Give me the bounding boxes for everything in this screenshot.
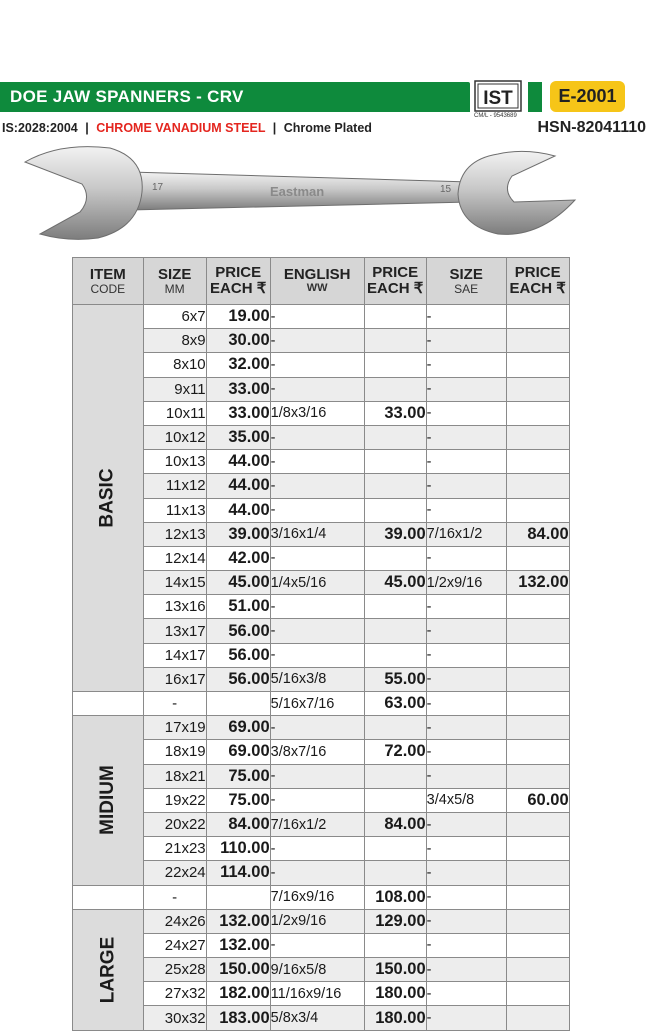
price-cell: 44.00 <box>206 474 270 498</box>
isi-certification-logo <box>474 80 522 112</box>
english-price-cell <box>364 377 426 401</box>
sae-price-cell <box>506 692 569 716</box>
price-cell: 33.00 <box>206 401 270 425</box>
size-cell: 14x15 <box>143 571 206 595</box>
english-price-cell: 45.00 <box>364 571 426 595</box>
sae-price-cell <box>506 885 569 909</box>
standard-text: IS:2028:2004 <box>2 121 78 135</box>
size-cell: 25x28 <box>143 958 206 982</box>
sae-price-cell <box>506 401 569 425</box>
english-price-cell <box>364 861 426 885</box>
sae-price-cell <box>506 716 569 740</box>
sae-size-cell: - <box>426 667 506 691</box>
size-cell: 9x11 <box>143 377 206 401</box>
table-row <box>73 1006 570 1030</box>
price-cell: 56.00 <box>206 667 270 691</box>
english-price-cell: 129.00 <box>364 909 426 933</box>
price-table <box>72 257 570 1031</box>
price-cell: 132.00 <box>206 933 270 957</box>
sae-price-cell <box>506 837 569 861</box>
english-size-cell: - <box>270 377 364 401</box>
english-price-cell: 150.00 <box>364 958 426 982</box>
table-row <box>73 401 570 425</box>
english-size-cell: 5/16x7/16 <box>270 692 364 716</box>
table-row <box>73 909 570 933</box>
group-label-large: LARGE <box>73 909 144 1030</box>
table-row <box>73 982 570 1006</box>
sae-price-cell <box>506 667 569 691</box>
english-price-cell <box>364 837 426 861</box>
sae-price-cell <box>506 933 569 957</box>
sae-size-cell: - <box>426 1006 506 1030</box>
sae-price-cell <box>506 377 569 401</box>
spanner-image <box>20 140 580 245</box>
sae-size-cell: - <box>426 812 506 836</box>
price-cell: 44.00 <box>206 450 270 474</box>
sae-size-cell: - <box>426 909 506 933</box>
col-size-sae: SIZE SAE <box>426 258 506 305</box>
sae-size-cell: - <box>426 474 506 498</box>
price-cell: 35.00 <box>206 425 270 449</box>
english-size-cell: 5/8x3/4 <box>270 1006 364 1030</box>
english-size-cell: 1/4x5/16 <box>270 571 364 595</box>
size-cell: 17x19 <box>143 716 206 740</box>
size-cell: 24x26 <box>143 909 206 933</box>
group-label-basic: BASIC <box>73 305 144 692</box>
table-row <box>73 788 570 812</box>
english-price-cell: 72.00 <box>364 740 426 764</box>
col-price-sae: PRICE EACH ₹ <box>506 258 569 305</box>
size-cell: 16x17 <box>143 667 206 691</box>
price-cell <box>206 692 270 716</box>
sae-price-cell <box>506 329 569 353</box>
english-size-cell: 1/2x9/16 <box>270 909 364 933</box>
price-cell: 32.00 <box>206 353 270 377</box>
size-cell: 22x24 <box>143 861 206 885</box>
english-price-cell <box>364 329 426 353</box>
table-row <box>73 861 570 885</box>
separator: | <box>272 121 277 135</box>
col-price: PRICE EACH ₹ <box>206 258 270 305</box>
table-row <box>73 450 570 474</box>
price-cell: 30.00 <box>206 329 270 353</box>
size-cell: 14x17 <box>143 643 206 667</box>
english-size-cell: - <box>270 861 364 885</box>
table-row <box>73 692 570 716</box>
price-cell: 183.00 <box>206 1006 270 1030</box>
sae-size-cell: - <box>426 595 506 619</box>
price-cell: 182.00 <box>206 982 270 1006</box>
table-row <box>73 522 570 546</box>
spanner-size-right: 15 <box>440 184 452 195</box>
english-size-cell: - <box>270 595 364 619</box>
green-tab <box>528 82 542 112</box>
table-row <box>73 571 570 595</box>
size-cell: 30x32 <box>143 1006 206 1030</box>
table-row <box>73 377 570 401</box>
english-price-cell: 180.00 <box>364 1006 426 1030</box>
price-cell: 45.00 <box>206 571 270 595</box>
sae-price-cell <box>506 305 569 329</box>
price-cell: 110.00 <box>206 837 270 861</box>
table-row <box>73 474 570 498</box>
size-cell: 10x12 <box>143 425 206 449</box>
sae-price-cell: 132.00 <box>506 571 569 595</box>
sae-price-cell: 84.00 <box>506 522 569 546</box>
price-cell: 51.00 <box>206 595 270 619</box>
sae-price-cell <box>506 1006 569 1030</box>
size-cell: 6x7 <box>143 305 206 329</box>
table-row <box>73 885 570 909</box>
hsn-code: HSN-82041110 <box>537 119 646 136</box>
english-price-cell <box>364 619 426 643</box>
sae-size-cell: - <box>426 377 506 401</box>
sae-price-cell <box>506 958 569 982</box>
english-size-cell: 7/16x1/2 <box>270 812 364 836</box>
english-price-cell <box>364 353 426 377</box>
english-price-cell: 39.00 <box>364 522 426 546</box>
sae-size-cell: - <box>426 425 506 449</box>
sae-price-cell <box>506 425 569 449</box>
english-size-cell: - <box>270 837 364 861</box>
sae-size-cell: - <box>426 692 506 716</box>
size-cell: - <box>143 885 206 909</box>
english-price-cell <box>364 788 426 812</box>
sae-size-cell: - <box>426 982 506 1006</box>
english-size-cell: - <box>270 450 364 474</box>
cml-license-text: CM/L - 9543689 <box>474 113 517 119</box>
table-row <box>73 837 570 861</box>
sae-price-cell <box>506 619 569 643</box>
table-row <box>73 498 570 522</box>
size-cell: 12x13 <box>143 522 206 546</box>
english-size-cell: 9/16x5/8 <box>270 958 364 982</box>
page-title: DOE JAW SPANNERS - CRV <box>10 87 244 106</box>
english-price-cell: 84.00 <box>364 812 426 836</box>
sae-price-cell <box>506 498 569 522</box>
size-cell: 10x13 <box>143 450 206 474</box>
english-size-cell: 11/16x9/16 <box>270 982 364 1006</box>
material-text: CHROME VANADIUM STEEL <box>96 121 266 135</box>
table-row <box>73 812 570 836</box>
sae-size-cell: - <box>426 329 506 353</box>
size-cell: 8x10 <box>143 353 206 377</box>
english-price-cell <box>364 643 426 667</box>
english-price-cell: 180.00 <box>364 982 426 1006</box>
english-size-cell: - <box>270 933 364 957</box>
table-row <box>73 643 570 667</box>
english-price-cell: 108.00 <box>364 885 426 909</box>
sae-price-cell <box>506 909 569 933</box>
sae-price-cell <box>506 546 569 570</box>
sae-size-cell: 7/16x1/2 <box>426 522 506 546</box>
sae-price-cell <box>506 982 569 1006</box>
english-price-cell <box>364 546 426 570</box>
sae-price-cell <box>506 595 569 619</box>
english-size-cell: 3/8x7/16 <box>270 740 364 764</box>
english-size-cell: - <box>270 474 364 498</box>
table-row <box>73 667 570 691</box>
table-row <box>73 353 570 377</box>
sae-size-cell: - <box>426 546 506 570</box>
english-size-cell: - <box>270 498 364 522</box>
size-cell: 18x19 <box>143 740 206 764</box>
sae-size-cell: - <box>426 958 506 982</box>
english-size-cell: - <box>270 788 364 812</box>
sae-price-cell <box>506 643 569 667</box>
english-size-cell: - <box>270 425 364 449</box>
sae-size-cell: - <box>426 837 506 861</box>
english-price-cell <box>364 933 426 957</box>
sae-price-cell <box>506 740 569 764</box>
separator: | <box>85 121 89 135</box>
english-size-cell: 7/16x9/16 <box>270 885 364 909</box>
price-cell: 114.00 <box>206 861 270 885</box>
english-price-cell <box>364 305 426 329</box>
sae-price-cell <box>506 764 569 788</box>
sae-price-cell <box>506 812 569 836</box>
col-english: ENGLISH WW <box>270 258 364 305</box>
sae-size-cell: - <box>426 619 506 643</box>
sae-size-cell: - <box>426 861 506 885</box>
english-size-cell: - <box>270 329 364 353</box>
english-price-cell <box>364 764 426 788</box>
table-row <box>73 425 570 449</box>
price-cell: 84.00 <box>206 812 270 836</box>
sae-price-cell <box>506 450 569 474</box>
english-price-cell <box>364 425 426 449</box>
price-cell: 44.00 <box>206 498 270 522</box>
sae-size-cell: - <box>426 498 506 522</box>
english-size-cell: - <box>270 716 364 740</box>
price-cell: 33.00 <box>206 377 270 401</box>
group-gap <box>73 885 144 909</box>
sae-size-cell: - <box>426 764 506 788</box>
table-header-row <box>73 258 570 305</box>
isi-logo-text: IST <box>483 88 513 109</box>
spanner-size-left: 17 <box>152 182 164 193</box>
size-cell: 8x9 <box>143 329 206 353</box>
sae-size-cell: - <box>426 643 506 667</box>
size-cell: 10x11 <box>143 401 206 425</box>
table-row <box>73 933 570 957</box>
sae-size-cell: - <box>426 305 506 329</box>
table-row <box>73 329 570 353</box>
sae-size-cell: - <box>426 401 506 425</box>
english-size-cell: - <box>270 764 364 788</box>
size-cell: 18x21 <box>143 764 206 788</box>
sae-size-cell: - <box>426 353 506 377</box>
table-row <box>73 305 570 329</box>
table-row <box>73 619 570 643</box>
english-size-cell: 5/16x3/8 <box>270 667 364 691</box>
sae-size-cell: 3/4x5/8 <box>426 788 506 812</box>
english-price-cell <box>364 450 426 474</box>
sae-price-cell <box>506 474 569 498</box>
size-cell: 24x27 <box>143 933 206 957</box>
sae-size-cell: - <box>426 885 506 909</box>
english-size-cell: - <box>270 546 364 570</box>
table-row <box>73 764 570 788</box>
sae-size-cell: 1/2x9/16 <box>426 571 506 595</box>
sae-price-cell <box>506 353 569 377</box>
sae-size-cell: - <box>426 716 506 740</box>
price-cell: 19.00 <box>206 305 270 329</box>
english-price-cell <box>364 474 426 498</box>
size-cell: 13x17 <box>143 619 206 643</box>
title-bar <box>0 82 470 112</box>
price-cell: 69.00 <box>206 740 270 764</box>
finish-text: Chrome Plated <box>283 121 372 135</box>
table-row <box>73 546 570 570</box>
size-cell: 19x22 <box>143 788 206 812</box>
size-cell: 11x13 <box>143 498 206 522</box>
spanner-brand: Eastman <box>270 184 325 199</box>
price-cell: 69.00 <box>206 716 270 740</box>
price-cell: 132.00 <box>206 909 270 933</box>
price-cell: 75.00 <box>206 764 270 788</box>
price-cell: 75.00 <box>206 788 270 812</box>
spec-line <box>2 121 372 135</box>
price-cell: 56.00 <box>206 619 270 643</box>
sae-price-cell <box>506 861 569 885</box>
group-gap <box>73 692 144 716</box>
size-cell: 12x14 <box>143 546 206 570</box>
english-size-cell: - <box>270 619 364 643</box>
table-row <box>73 740 570 764</box>
english-price-cell <box>364 498 426 522</box>
english-size-cell: 1/8x3/16 <box>270 401 364 425</box>
english-price-cell <box>364 595 426 619</box>
sae-size-cell: - <box>426 450 506 474</box>
price-cell: 56.00 <box>206 643 270 667</box>
table-row <box>73 716 570 740</box>
english-price-cell: 63.00 <box>364 692 426 716</box>
sae-price-cell: 60.00 <box>506 788 569 812</box>
price-cell <box>206 885 270 909</box>
english-price-cell: 33.00 <box>364 401 426 425</box>
col-item: ITEM CODE <box>73 258 144 305</box>
size-cell: 21x23 <box>143 837 206 861</box>
table-row <box>73 595 570 619</box>
english-price-cell <box>364 716 426 740</box>
size-cell: 13x16 <box>143 595 206 619</box>
col-size-mm: SIZE MM <box>143 258 206 305</box>
size-cell: - <box>143 692 206 716</box>
table-row <box>73 958 570 982</box>
price-cell: 39.00 <box>206 522 270 546</box>
price-cell: 42.00 <box>206 546 270 570</box>
english-size-cell: 3/16x1/4 <box>270 522 364 546</box>
product-code-badge: E-2001 <box>550 81 625 112</box>
price-cell: 150.00 <box>206 958 270 982</box>
english-size-cell: - <box>270 643 364 667</box>
sae-size-cell: - <box>426 740 506 764</box>
col-price-english: PRICE EACH ₹ <box>364 258 426 305</box>
size-cell: 11x12 <box>143 474 206 498</box>
size-cell: 27x32 <box>143 982 206 1006</box>
size-cell: 20x22 <box>143 812 206 836</box>
english-price-cell: 55.00 <box>364 667 426 691</box>
english-size-cell: - <box>270 353 364 377</box>
sae-size-cell: - <box>426 933 506 957</box>
group-label-medium: MIDIUM <box>73 716 144 885</box>
english-size-cell: - <box>270 305 364 329</box>
